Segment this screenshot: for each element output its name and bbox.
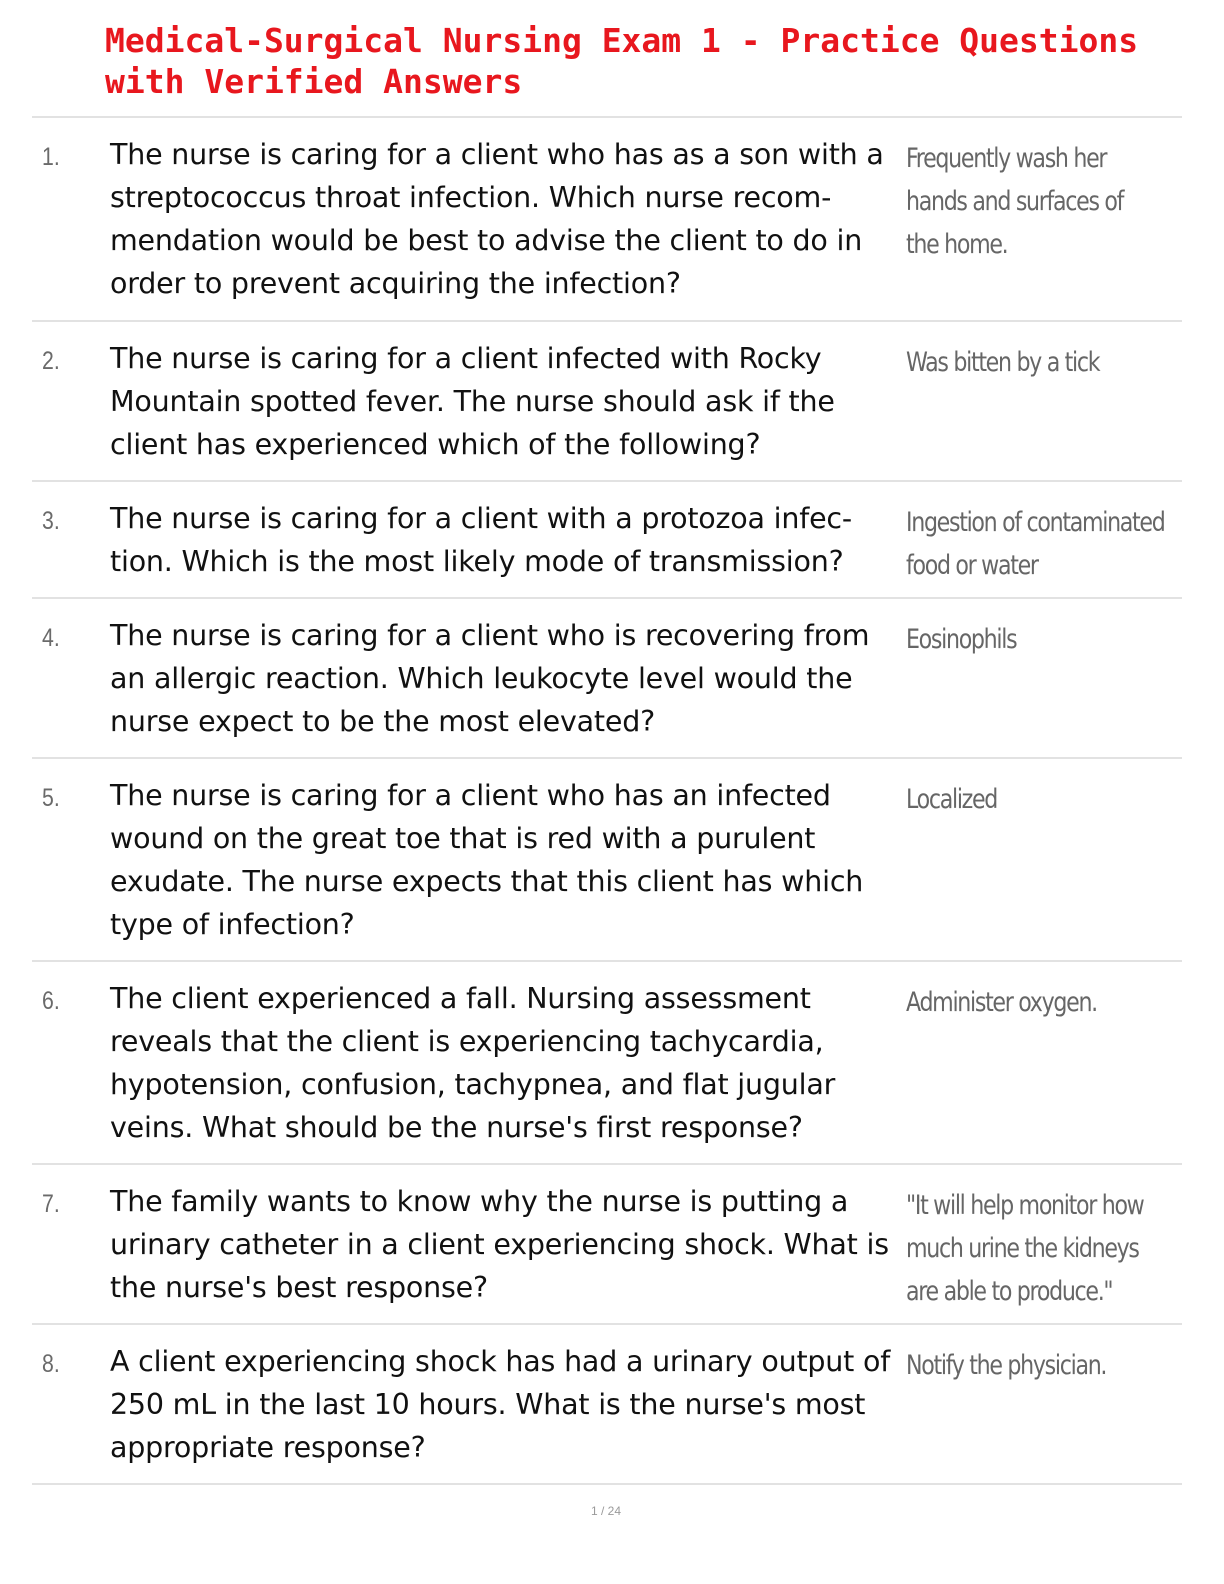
question-number: 5. [42, 784, 60, 812]
answer-text: "It will help monitor how much urine the kidneys are able to produce." [906, 1190, 1144, 1307]
question-row-5 [32, 759, 1182, 962]
question-text: The family wants to know why the nurse is putting a urinary catheter in a client experiencing shock. What is the nurse's best response? [110, 1185, 889, 1304]
answer-text: Localized [906, 784, 998, 815]
question-row-3 [32, 482, 1182, 599]
question-text: The client experienced a fall. Nursing assessment reveals that the client is experiencing tachycardia, hypotension, confusion, tachypnea, and flat jugular veins. What should be the nurse's first response? [110, 982, 836, 1144]
question-text: The nurse is caring for a client who has an infected wound on the great toe that is red with a purulent exudate. The nurse expects that this client has which type of infection? [110, 779, 864, 941]
question-text: The nurse is caring for a client who is recovering from an allergic reaction. Which leukocyte level would the nurse expect to be the most elevated? [110, 619, 870, 738]
answer-text: Administer oxygen. [906, 987, 1097, 1018]
question-row-2 [32, 322, 1182, 482]
question-row-6 [32, 962, 1182, 1165]
question-row-7 [32, 1165, 1182, 1325]
question-number: 7. [42, 1190, 60, 1218]
page-title [105, 20, 1205, 102]
question-row-1 [32, 118, 1182, 322]
answer-text: Ingestion of contaminated food or water [906, 507, 1165, 581]
question-text: A client experiencing shock has had a urinary output of 250 mL in the last 10 hours. What is the nurse's most appropriate response? [110, 1345, 891, 1464]
question-number: 8. [42, 1350, 60, 1378]
question-number: 3. [42, 507, 60, 535]
question-number: 4. [42, 624, 60, 652]
answer-text: Frequently wash her hands and surfaces of the home. [906, 143, 1124, 260]
question-number: 6. [42, 987, 60, 1015]
question-text: The nurse is caring for a client infected with Rocky Mountain spotted fever. The nurse should ask if the client has experienced which of the following? [110, 342, 835, 461]
page-title-line-1: Medical-Surgical Nursing Exam 1 - Practice Questions [105, 21, 1139, 60]
page-title-line-2: with Verified Answers [105, 62, 523, 101]
page-number: 1 / 24 [590, 1504, 622, 1518]
question-text: The nurse is caring for a client with a protozoa infec- tion. Which is the most likely mode of transmission? [110, 502, 852, 578]
answer-text: Notify the physician. [906, 1350, 1107, 1381]
question-number: 2. [42, 347, 60, 375]
question-row-4 [32, 599, 1182, 759]
question-list [32, 116, 1182, 1485]
question-row-8 [32, 1325, 1182, 1485]
question-text: The nurse is caring for a client who has as a son with a streptococcus throat infection. Which nurse recom- mendation would be best to advise the client to do in order to prevent acquiring the infection? [110, 138, 884, 300]
answer-text: Was bitten by a tick [906, 347, 1100, 378]
answer-text: Eosinophils [906, 624, 1017, 655]
question-number: 1. [42, 143, 60, 171]
